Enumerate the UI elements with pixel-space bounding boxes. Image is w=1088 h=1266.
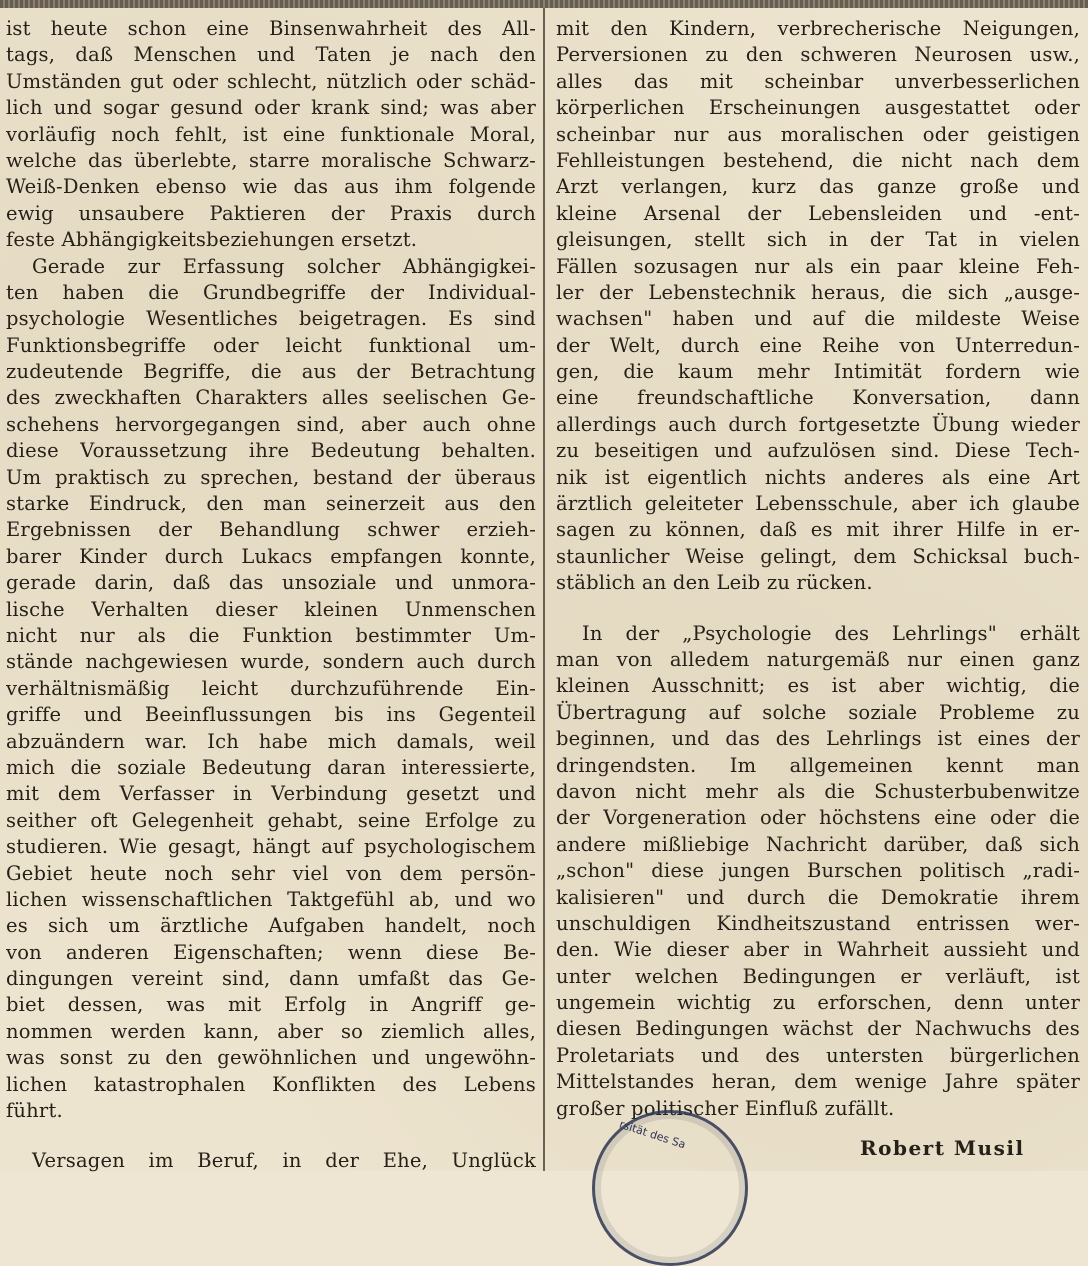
text-line: stände nachgewiesen wurde, sondern auch durch <box>6 650 536 674</box>
author-signature: Robert Musil <box>860 1136 1025 1160</box>
paragraph-start-line: Versagen im Beruf, in der Ehe, Unglück <box>32 1149 536 1173</box>
paragraph-gap <box>6 1124 536 1148</box>
text-line: welche das überlebte, starre moralische Schwarz- <box>6 148 536 172</box>
text-line: lische Verhalten dieser kleinen Unmenschen <box>6 597 536 621</box>
text-line: Umständen gut oder schlecht, nützlich oder schäd- <box>6 69 536 93</box>
text-line: man von alledem naturgemäß nur einen ganz <box>556 647 1080 671</box>
text-line: verhältnismäßig leicht durchzuführende Ein- <box>6 676 536 700</box>
text-line: lichen katastrophalen Konflikten des Lebens <box>6 1072 536 1096</box>
text-line: feste Abhängigkeitsbeziehungen ersetzt. <box>6 228 418 252</box>
text-line: wachsen" haben und auf die mildeste Weise <box>556 307 1080 331</box>
text-line: Ergebnissen der Behandlung schwer erzieh- <box>6 518 536 542</box>
text-line: diesen Bedingungen wächst der Nachwuchs des <box>556 1017 1080 1041</box>
text-line: biet dessen, was mit Erfolg in Angriff ge- <box>6 993 536 1017</box>
text-line: ten haben die Grundbegriffe der Individual- <box>6 280 536 304</box>
text-line: es sich um ärztliche Aufgaben handelt, noch <box>6 914 536 938</box>
text-line: Funktionsbegriffe oder leicht funktional um- <box>6 333 536 357</box>
text-line: davon nicht mehr als die Schusterbubenwitze <box>556 779 1080 803</box>
text-line: unschuldigen Kindheitszustand entrissen wer- <box>556 911 1080 935</box>
left-column <box>6 16 536 1175</box>
text-line: Arzt verlangen, kurz das ganze große und <box>556 175 1080 199</box>
text-line: schehens hervorgegangen sind, aber auch ohne <box>6 412 536 436</box>
text-line: Gebiet heute noch sehr viel von dem persön- <box>6 861 536 885</box>
text-line: starke Eindruck, den man seinerzeit aus den <box>6 492 536 516</box>
text-line: Fehlleistungen bestehend, die nicht nach dem <box>556 148 1080 172</box>
text-line: ewig unsaubere Paktieren der Praxis durch <box>6 201 536 225</box>
text-line: sagen zu können, daß es mit ihrer Hilfe in er- <box>556 518 1080 542</box>
text-line: dringendsten. Im allgemeinen kennt man <box>556 753 1080 777</box>
text-line: von anderen Eigenschaften; wenn diese Be- <box>6 940 536 964</box>
text-line: der Welt, durch eine Reihe von Unterredun- <box>556 333 1080 357</box>
column-divider <box>543 8 545 1171</box>
text-line: Um praktisch zu sprechen, bestand der überaus <box>6 465 536 489</box>
text-line: ist heute schon eine Binsenwahrheit des All- <box>6 17 536 40</box>
right-column <box>556 16 1080 1122</box>
text-line: zu beseitigen und aufzulösen sind. Diese Tech- <box>556 439 1080 463</box>
text-line: eine freundschaftliche Konversation, dann <box>556 386 1080 410</box>
text-line: lichen wissenschaftlichen Taktgefühl ab, und wo <box>6 887 536 911</box>
text-line: nicht nur als die Funktion bestimmter Um- <box>6 623 536 647</box>
text-line: großer politischer Einfluß zufällt. <box>556 1096 895 1120</box>
text-line: gleisungen, stellt sich in der Tat in vielen <box>556 228 1080 252</box>
text-line: studieren. Wie gesagt, hängt auf psychologischem <box>6 835 536 859</box>
text-line: andere mißliebige Nachricht darüber, daß sich <box>556 832 1080 856</box>
text-line: vorläufig noch fehlt, ist eine funktionale Moral, <box>6 122 536 146</box>
text-line: den. Wie dieser aber in Wahrheit aussieht und <box>556 938 1080 962</box>
text-line: ler der Lebenstechnik heraus, die sich „ausge- <box>556 280 1080 304</box>
paragraph-gap <box>556 597 1080 621</box>
text-line: tags, daß Menschen und Taten je nach den <box>6 43 536 67</box>
stamp-text: rsität des Sa <box>617 1117 688 1152</box>
text-line: kleine Arsenal der Lebensleiden und -ent- <box>556 201 1080 225</box>
text-line: gerade darin, daß das unsoziale und unmora- <box>6 571 536 595</box>
text-line: griffe und Beeinflussungen bis ins Gegenteil <box>6 703 536 727</box>
text-line: nik ist eigentlich nichts anderes als eine Art <box>556 465 1080 489</box>
text-line: stäblich an den Leib zu rücken. <box>556 571 873 595</box>
text-line: was sonst zu den gewöhnlichen und ungewöhn- <box>6 1046 536 1070</box>
text-line: alles das mit scheinbar unverbesserlichen <box>556 69 1080 93</box>
text-line: diese Voraussetzung ihre Bedeutung behalten. <box>6 439 536 463</box>
text-line: dingungen vereint sind, dann umfaßt das Ge- <box>6 967 536 991</box>
text-line: nommen werden kann, aber so ziemlich alles, <box>6 1019 536 1043</box>
text-line: scheinbar nur aus moralischen oder geistigen <box>556 122 1080 146</box>
text-line: staunlicher Weise gelingt, dem Schicksal buch- <box>556 544 1080 568</box>
top-border-rule <box>0 0 1088 8</box>
text-line: mit dem Verfasser in Verbindung gesetzt und <box>6 782 536 806</box>
text-line: beginnen, und das des Lehrlings ist eines der <box>556 727 1080 751</box>
text-line: mit den Kindern, verbrecherische Neigungen, <box>556 17 1080 40</box>
text-line: Weiß-Denken ebenso wie das aus ihm folgende <box>6 175 536 199</box>
text-line: Mittelstandes heran, dem wenige Jahre später <box>556 1070 1080 1094</box>
text-line: körperlichen Erscheinungen ausgestattet oder <box>556 96 1080 120</box>
text-line: „schon" diese jungen Burschen politisch „radi- <box>556 859 1080 883</box>
text-line: ungemein wichtig zu erforschen, denn unter <box>556 991 1080 1015</box>
text-line: Fällen sozusagen nur als ein paar kleine Feh- <box>556 254 1080 278</box>
text-line: ärztlich geleiteter Lebensschule, aber ich glaube <box>556 492 1080 516</box>
text-line: seither oft Gelegenheit gehabt, seine Erfolge zu <box>6 808 536 832</box>
text-line: Proletariats und des untersten bürgerlichen <box>556 1043 1080 1067</box>
paragraph-start-line: Gerade zur Erfassung solcher Abhängigkei- <box>32 254 536 278</box>
text-line: allerdings auch durch fortgesetzte Übung wieder <box>556 412 1080 436</box>
text-line: psychologie Wesentliches beigetragen. Es sind <box>6 307 536 331</box>
text-line: lich und sogar gesund oder krank sind; was aber <box>6 96 536 120</box>
text-line: der Vorgeneration oder höchstens eine oder die <box>556 806 1080 830</box>
text-line: gen, die kaum mehr Intimität fordern wie <box>556 360 1080 384</box>
text-line: abzuändern war. Ich habe mich damals, weil <box>6 729 536 753</box>
text-line: zudeutende Begriffe, die aus der Betrachtung <box>6 360 536 384</box>
paragraph-start-line: In der „Psychologie des Lehrlings" erhält <box>582 621 1080 645</box>
text-line: Übertragung auf solche soziale Probleme zu <box>556 700 1080 724</box>
text-line: kleinen Ausschnitt; es ist aber wichtig, die <box>556 674 1080 698</box>
text-line: Perversionen zu den schweren Neurosen usw., <box>556 43 1080 67</box>
text-line: mich die soziale Bedeutung daran interessierte, <box>6 755 536 779</box>
text-line: führt. <box>6 1099 63 1123</box>
text-line: des zweckhaften Charakters alles seelischen Ge- <box>6 386 536 410</box>
text-line: barer Kinder durch Lukacs empfangen konnte, <box>6 544 536 568</box>
text-line: kalisieren" und durch die Demokratie ihrem <box>556 885 1080 909</box>
text-line: unter welchen Bedingungen er verläuft, ist <box>556 964 1080 988</box>
